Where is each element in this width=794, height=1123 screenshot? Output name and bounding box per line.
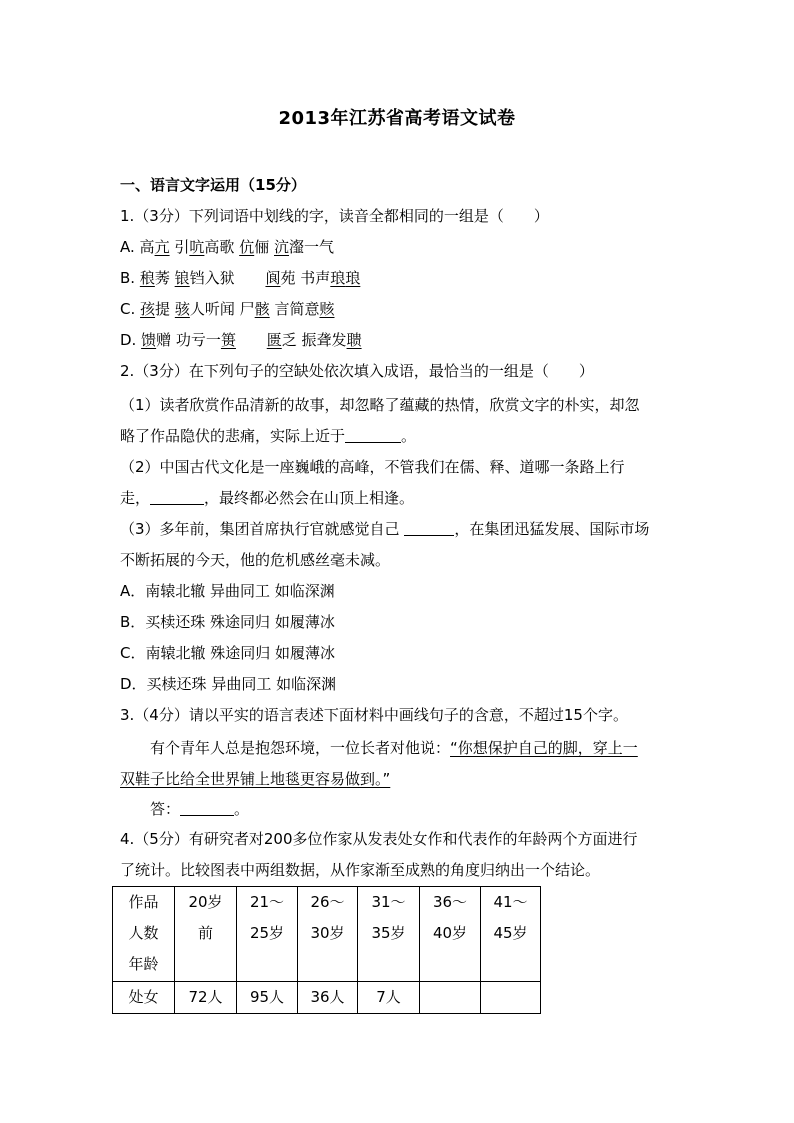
question-2-stem: 2.（3分）在下列句子的空缺处依次填入成语，最恰当的一组是（ ） (120, 362, 594, 380)
q1-option-a: A. 高亢 引吭高歌 伉俪 沆瀣一气 (120, 238, 335, 256)
q2-sentence-1b: 略了作品隐伏的悲痛，实际上近于 。 (120, 427, 417, 445)
table-header-cell: 20岁 前 (175, 887, 237, 982)
table-cell: 7人 (358, 982, 420, 1014)
section-heading: 一、语言文字运用（15分） (120, 176, 306, 194)
q3-material-line-1: 有个青年人总是抱怨环境，一位长者对他说：“你想保护自己的脚，穿上一 (150, 739, 638, 757)
table-header-row (113, 887, 541, 982)
q2-sentence-3b: 不断拓展的今天，他的危机感丝毫未减。 (120, 551, 391, 569)
blank-3 (404, 521, 454, 536)
table-cell (420, 982, 481, 1014)
answer-blank (180, 801, 234, 816)
q3-material-line-2: 双鞋子比给全世界铺上地毯更容易做到。” (120, 770, 391, 788)
question-4-stem-line-2: 了统计。比较图表中两组数据，从作家渐至成熟的角度归纳出一个结论。 (120, 861, 601, 879)
table-header-cell: 41～ 45岁 (481, 887, 541, 982)
blank-2 (150, 490, 204, 505)
q2-option-d: D．买椟还珠 异曲同工 如临深渊 (120, 675, 337, 693)
question-3-stem: 3.（4分）请以平实的语言表述下面材料中画线句子的含意，不超过15个字。 (120, 706, 628, 724)
q2-option-a: A．南辕北辙 异曲同工 如临深渊 (120, 582, 335, 600)
q2-sentence-1a: （1）读者欣赏作品清新的故事，却忽略了蕴藏的热情，欣赏文字的朴实，却忽 (120, 396, 640, 414)
q2-sentence-3a: （3）多年前，集团首席执行官就感觉自己 ，在集团迅猛发展、国际市场 (120, 520, 650, 538)
blank-1 (345, 428, 401, 443)
table-cell: 36人 (298, 982, 358, 1014)
table-header-cell: 26～ 30岁 (298, 887, 358, 982)
table-row-label: 处女 (113, 982, 175, 1014)
q2-option-c: C．南辕北辙 殊途同归 如履薄冰 (120, 644, 336, 662)
question-1-stem: 1.（3分）下列词语中划线的字，读音全都相同的一组是（ ） (120, 207, 549, 225)
table-corner-cell: 作品 人数 年龄 (113, 887, 175, 982)
question-4-stem-line-1: 4.（5分）有研究者对200多位作家从发表处女作和代表作的年龄两个方面进行 (120, 830, 638, 848)
q2-sentence-2b: 走， ，最终都必然会在山顶上相逢。 (120, 489, 415, 507)
q3-answer-line: 答： 。 (150, 800, 250, 818)
q2-option-b: B．买椟还珠 殊途同归 如履薄冰 (120, 613, 335, 631)
table-header-cell: 31～ 35岁 (358, 887, 420, 982)
table-cell: 95人 (237, 982, 298, 1014)
q1-option-d: D. 馈赠 功亏一篑 匮乏 振聋发聩 (120, 331, 362, 349)
page-title: 2013年江苏省高考语文试卷 (278, 108, 516, 129)
q1-option-c: C. 孩提 骇人听闻 尸骸 言简意赅 (120, 300, 335, 318)
table-row (113, 982, 541, 1014)
table-header-cell: 36～ 40岁 (420, 887, 481, 982)
age-statistics-table (112, 886, 541, 1014)
q2-sentence-2a: （2）中国古代文化是一座巍峨的高峰，不管我们在儒、释、道哪一条路上行 (120, 458, 625, 476)
table-cell (481, 982, 541, 1014)
table-header-cell: 21～ 25岁 (237, 887, 298, 982)
table-cell: 72人 (175, 982, 237, 1014)
q1-option-b: B. 稂莠 锒铛入狱 阆苑 书声琅琅 (120, 269, 361, 287)
